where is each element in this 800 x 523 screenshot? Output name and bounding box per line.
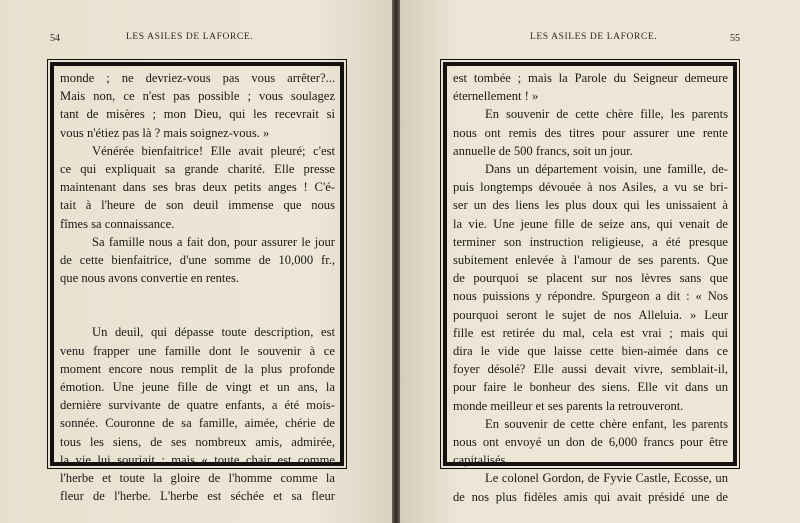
text-line: fille est retirée du mal, cela est vrai ; mais qui bbox=[453, 325, 728, 340]
text-line: monde ; ne devriez-vous pas vous arrêter?... bbox=[60, 71, 335, 85]
text-line: maintenant dans ses bras deux petits anges ! C'é- bbox=[60, 180, 335, 195]
text-line: subitement enlevée à l'amour de ses parents. Que bbox=[453, 253, 728, 268]
text-line: nous ont envoyé un don de 6,000 francs pour être bbox=[453, 435, 728, 450]
text-line: tous les siens, de ses nombreux amis, admirée, bbox=[60, 434, 335, 449]
text-line: de nos plus fidèles amis qui avait présidé une de bbox=[453, 489, 728, 504]
text-line: Dans un département voisin, une famille, de- bbox=[485, 162, 728, 177]
text-line: pourquoi seront le sujet de nos Alleluia. » Leur bbox=[453, 307, 728, 322]
text-line: terminer son instruction religieuse, a été presque bbox=[453, 234, 728, 249]
text-line: nous ont remis des titres pour assurer une rente bbox=[453, 125, 728, 140]
text-line: la vie. Une jeune fille de seize ans, qui venait de bbox=[453, 216, 728, 231]
text-line: puis longtemps dévouée à nos Asiles, a vu se bri- bbox=[453, 180, 728, 195]
text-line: est tombée ; mais la Parole du Seigneur demeure bbox=[453, 71, 728, 85]
body-text bbox=[60, 69, 335, 505]
text-line: fleur de l'herbe. L'herbe est séchée et sa fleur bbox=[60, 489, 335, 504]
text-line: tant de misères ; mon Dieu, qui les recevrait si bbox=[60, 107, 335, 122]
text-line: de cette bienfaitrice, d'une somme de 10,000 fr., bbox=[60, 253, 335, 268]
text-line: ce qui expliquait sa grande charité. Elle presse bbox=[60, 162, 335, 177]
text-line: annuelle de 500 francs, soit un jour. bbox=[453, 143, 633, 158]
text-line: émotion. Une jeune fille de vingt et un ans, la bbox=[60, 380, 335, 395]
text-line: En souvenir de cette chère fille, les parents bbox=[485, 107, 728, 122]
running-head: LES ASILES DE LAFORCE. bbox=[530, 32, 658, 42]
text-line: ser un des liens les plus doux qui les unissaient à bbox=[453, 198, 728, 213]
text-frame bbox=[50, 62, 344, 504]
text-line: moment encore nous remplit de la plus profonde bbox=[60, 361, 335, 376]
text-line: venu frapper une famille dont le souvenir à ce bbox=[60, 343, 335, 358]
page-number: 55 bbox=[730, 33, 740, 44]
left-page bbox=[0, 0, 392, 523]
body-text bbox=[453, 69, 728, 506]
text-line: éternellement ! » bbox=[453, 89, 539, 104]
text-line: En souvenir de cette chère enfant, les parents bbox=[485, 416, 728, 431]
text-line: Sa famille nous a fait don, pour assurer le jour bbox=[92, 234, 335, 249]
paragraph-gap bbox=[60, 287, 335, 323]
text-line: tait à l'heure de son deuil immense que nous bbox=[60, 198, 335, 213]
text-line: de pourquoi se placent sur nos lèvres sans que bbox=[453, 271, 728, 286]
text-line: foyer désolé? Elle aussi devait vivre, semblait-il, bbox=[453, 362, 728, 377]
text-line: monde meilleur et ses parents la retrouveront. bbox=[453, 398, 684, 413]
book-gutter bbox=[392, 0, 400, 523]
text-frame bbox=[443, 62, 737, 504]
text-line: Un deuil, qui dépasse toute description, est bbox=[92, 325, 335, 340]
text-line: sonnée. Couronne de sa famille, aimée, chérie de bbox=[60, 416, 335, 431]
text-line: dernière survivante de quatre enfants, a été mois- bbox=[60, 398, 335, 413]
text-line: fîmes sa connaissance. bbox=[60, 216, 175, 231]
text-line: Vénérée bienfaitrice! Elle avait pleuré; c'est bbox=[92, 143, 335, 158]
text-line: que nous avons convertie en rentes. bbox=[60, 271, 240, 286]
running-head: LES ASILES DE LAFORCE. bbox=[126, 32, 254, 42]
page-number: 54 bbox=[50, 33, 60, 44]
text-line: vous n'étiez pas là ? mais soignez-vous. » bbox=[60, 125, 270, 140]
text-line: nous puissions y répondre. Spurgeon a dit : « Nos bbox=[453, 289, 728, 304]
text-line: Le colonel Gordon, de Fyvie Castle, Ecosse, un bbox=[485, 471, 728, 486]
text-line: pour faire le bonheur des siens. Elle vit dans un bbox=[453, 380, 728, 395]
text-line: dira le vide que laisse cette bien-aimée dans ce bbox=[453, 344, 728, 359]
text-line: capitalisés. bbox=[453, 453, 509, 468]
text-line: l'herbe et toute la gloire de l'homme comme la bbox=[60, 471, 335, 486]
text-line: la vie lui souriait ; mais « toute chair est comme bbox=[60, 452, 335, 467]
text-line: Mais non, ce n'est pas possible ; vous soulagez bbox=[60, 89, 335, 104]
